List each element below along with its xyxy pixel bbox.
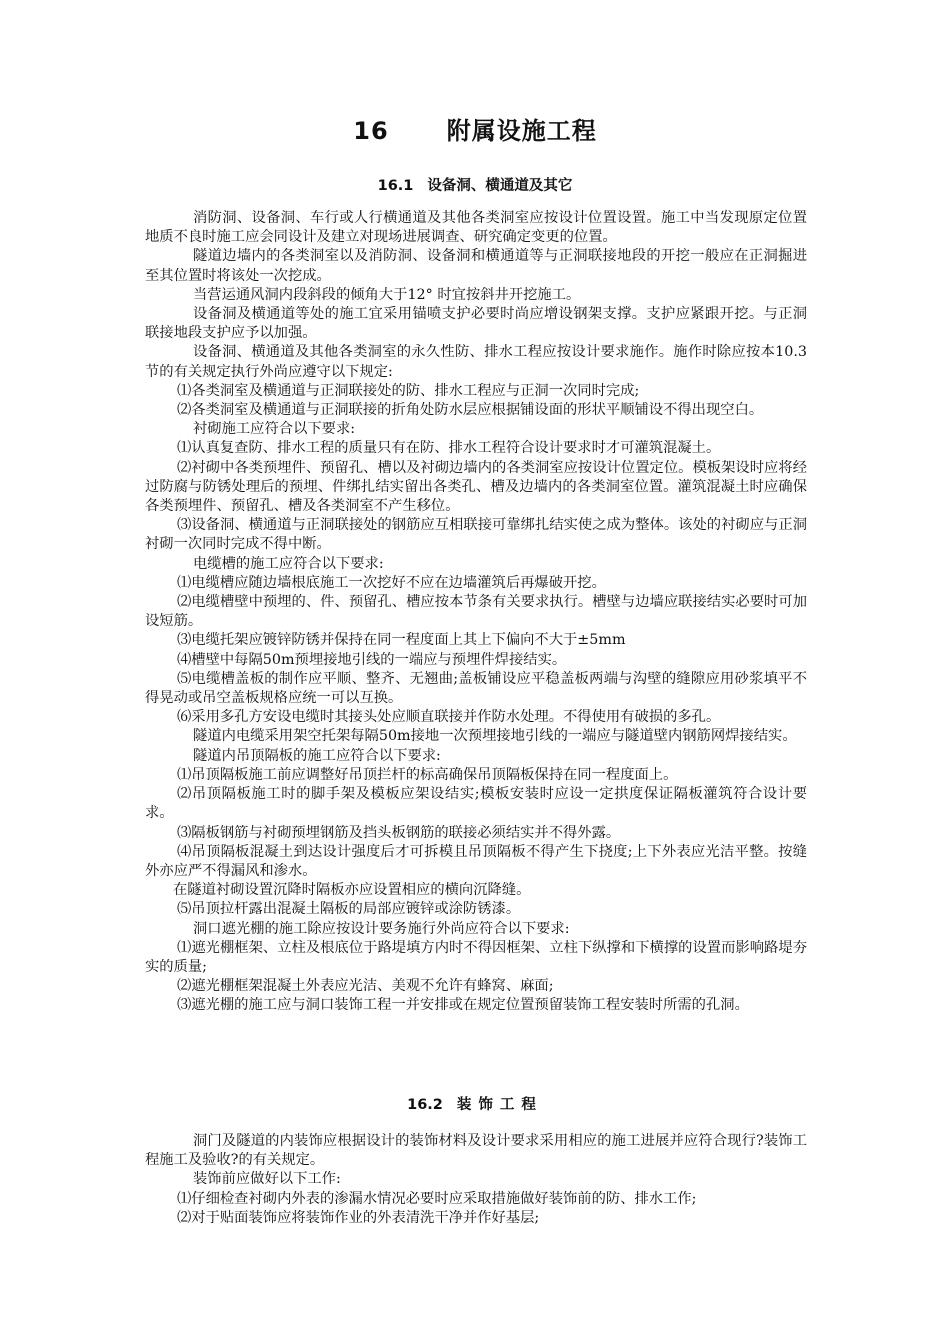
paragraph: 洞口遮光棚的施工除应按设计要务施行外尚应符合以下要求: [193, 920, 570, 937]
list-item: ⑸吊顶拉杆露出混凝土隔板的局部应镀锌或涂防锈漆。 [177, 901, 521, 918]
section-body-16-1 [145, 209, 807, 1016]
list-item: ⑵电缆槽壁中预埋的、件、预留孔、槽应按本节条有关要求执行。槽壁与边墙应联接结实必要时可加设短筋。 [145, 594, 807, 630]
paragraph: 隧道内电缆采用架空托架每隔50m接地一次预埋接地引线的一端应与隧道壁内钢筋网焊接结实。 [193, 728, 797, 745]
list-item: ⑶设备洞、横通道与正洞联接处的钢筋应互相联接可靠绑扎结实使之成为整体。该处的衬砌应与正洞衬砌一次同时完成不得中断。 [145, 517, 807, 553]
paragraph: 消防洞、设备洞、车行或人行横通道及其他各类洞室应按设计位置设置。施工中当发现原定位置地质不良时施工应会同设计及建立对现场进展调查、研究确定变更的位置。 [145, 210, 807, 246]
section-title-16-2 [0, 1094, 950, 1116]
paragraph: 隧道边墙内的各类洞室以及消防洞、设备洞和横通道等与正洞联接地段的开挖一般应在正洞掘进至其位置时将该处一次挖成。 [145, 248, 807, 284]
list-item: ⑵吊顶隔板施工时的脚手架及模板应架设结实;模板安装时应设一定拱度保证隔板灌筑符合设计要求。 [145, 786, 807, 822]
list-item: ⑷槽壁中每隔50m预埋接地引线的一端应与预埋件焊接结实。 [177, 651, 567, 668]
chapter-name: 附属设施工程 [446, 117, 597, 145]
list-item: ⑴认真复查防、排水工程的质量只有在防、排水工程符合设计要求时才可灌筑混凝土。 [177, 440, 721, 457]
list-item: ⑵遮光棚框架混凝土外表应光洁、美观不允许有蜂窝、麻面; [177, 978, 554, 995]
list-item: ⑷吊顶隔板混凝土到达设计强度后才可拆模且吊顶隔板不得产生下挠度;上下外表应光洁平整。按缝外亦应严不得漏风和渗水。 [145, 843, 807, 879]
list-item: ⑵衬砌中各类预埋件、预留孔、槽以及衬砌边墙内的各类洞室应按设计位置定位。模板架设时应将经过防腐与防锈处理后的预埋、件绑扎结实留出各类孔、槽及边墙内的各类洞室位置。灌筑混凝土时应确保各类预埋件、预留孔、槽及各类洞室不产生移位。 [145, 459, 807, 515]
list-item: ⑶遮光棚的施工应与洞口装饰工程一并安排或在规定位置预留装饰工程安装时所需的孔洞。 [177, 997, 749, 1014]
paragraph: 设备洞、横通道及其他各类洞室的永久性防、排水工程应按设计要求施作。施作时除应按本10.3节的有关规定执行外尚应遵守以下规定: [145, 344, 807, 380]
list-item: ⑴遮光棚框架、立柱及根底位于路堤填方内时不得因框架、立柱下纵撑和下横撑的设置而影响路堤夯实的质量; [145, 939, 807, 975]
section-title-16-1 [0, 175, 950, 197]
section-name: 设备洞、横通道及其它 [427, 178, 573, 194]
paragraph: 装饰前应做好以下工作: [193, 1171, 341, 1188]
paragraph: 当营运通风洞内段斜段的倾角大于12° 时宜按斜井开挖施工。 [193, 286, 581, 303]
list-item: ⑹采用多孔方安设电缆时其接头处应顺直联接并作防水处理。不得使用有破损的多孔。 [177, 709, 721, 726]
section-name: 装饰工程 [456, 1097, 543, 1113]
paragraph: 电缆槽的施工应符合以下要求: [193, 555, 384, 572]
list-item: ⑶隔板钢筋与衬砌预埋钢筋及挡头板钢筋的联接必须结实并不得外露。 [177, 824, 621, 841]
list-item: ⑴吊顶隔板施工前应调整好吊顶拦杆的标高确保吊顶隔板保持在同一程度面上。 [177, 766, 678, 783]
list-item: ⑴仔细检查衬砌内外表的渗漏水情况必要时应采取措施做好装饰前的防、排水工作; [177, 1190, 697, 1207]
list-item: ⑶电缆托架应镀锌防锈并保持在同一程度面上其上下偏向不大于±5mm [177, 632, 626, 649]
list-item: ⑵对于贴面装饰应将装饰作业的外表清洗干净并作好基层; [177, 1209, 540, 1226]
paragraph: 洞门及隧道的内装饰应根据设计的装饰材料及设计要求采用相应的施工进展并应符合现行?装饰工程施工及验收?的有关规定。 [145, 1133, 807, 1169]
list-item: ⑴各类洞室及横通道与正洞联接处的防、排水工程应与正洞一次同时完成; [177, 382, 640, 399]
section-number: 16.2 [407, 1097, 443, 1113]
chapter-title [0, 114, 950, 148]
paragraph: 设备洞及横通道等处的施工宜采用锚喷支护必要时尚应增设钢架支撑。支护应紧跟开挖。与正洞联接地段支护应予以加强。 [145, 306, 807, 342]
paragraph: 隧道内吊顶隔板的施工应符合以下要求: [193, 747, 441, 764]
list-item: ⑴电缆槽应随边墙根底施工一次挖好不应在边墙灌筑后再爆破开挖。 [177, 574, 606, 591]
list-item: ⑵各类洞室及横通道与正洞联接的折角处防水层应根据铺设面的形状平顺铺设不得出现空白。 [177, 402, 764, 419]
paragraph: 衬砌施工应符合以下要求: [193, 421, 356, 438]
section-number: 16.1 [377, 178, 414, 194]
paragraph: 在隧道衬砌设置沉降时隔板亦应设置相应的横向沉降缝。 [173, 882, 531, 899]
section-body-16-2 [145, 1132, 807, 1228]
chapter-number: 16 [353, 117, 389, 145]
list-item: ⑸电缆槽盖板的制作应平顺、整齐、无翘曲;盖板铺设应平稳盖板两端与沟壁的缝隙应用砂浆填平不得晃动或吊空盖板规格应统一可以互换。 [145, 670, 807, 707]
